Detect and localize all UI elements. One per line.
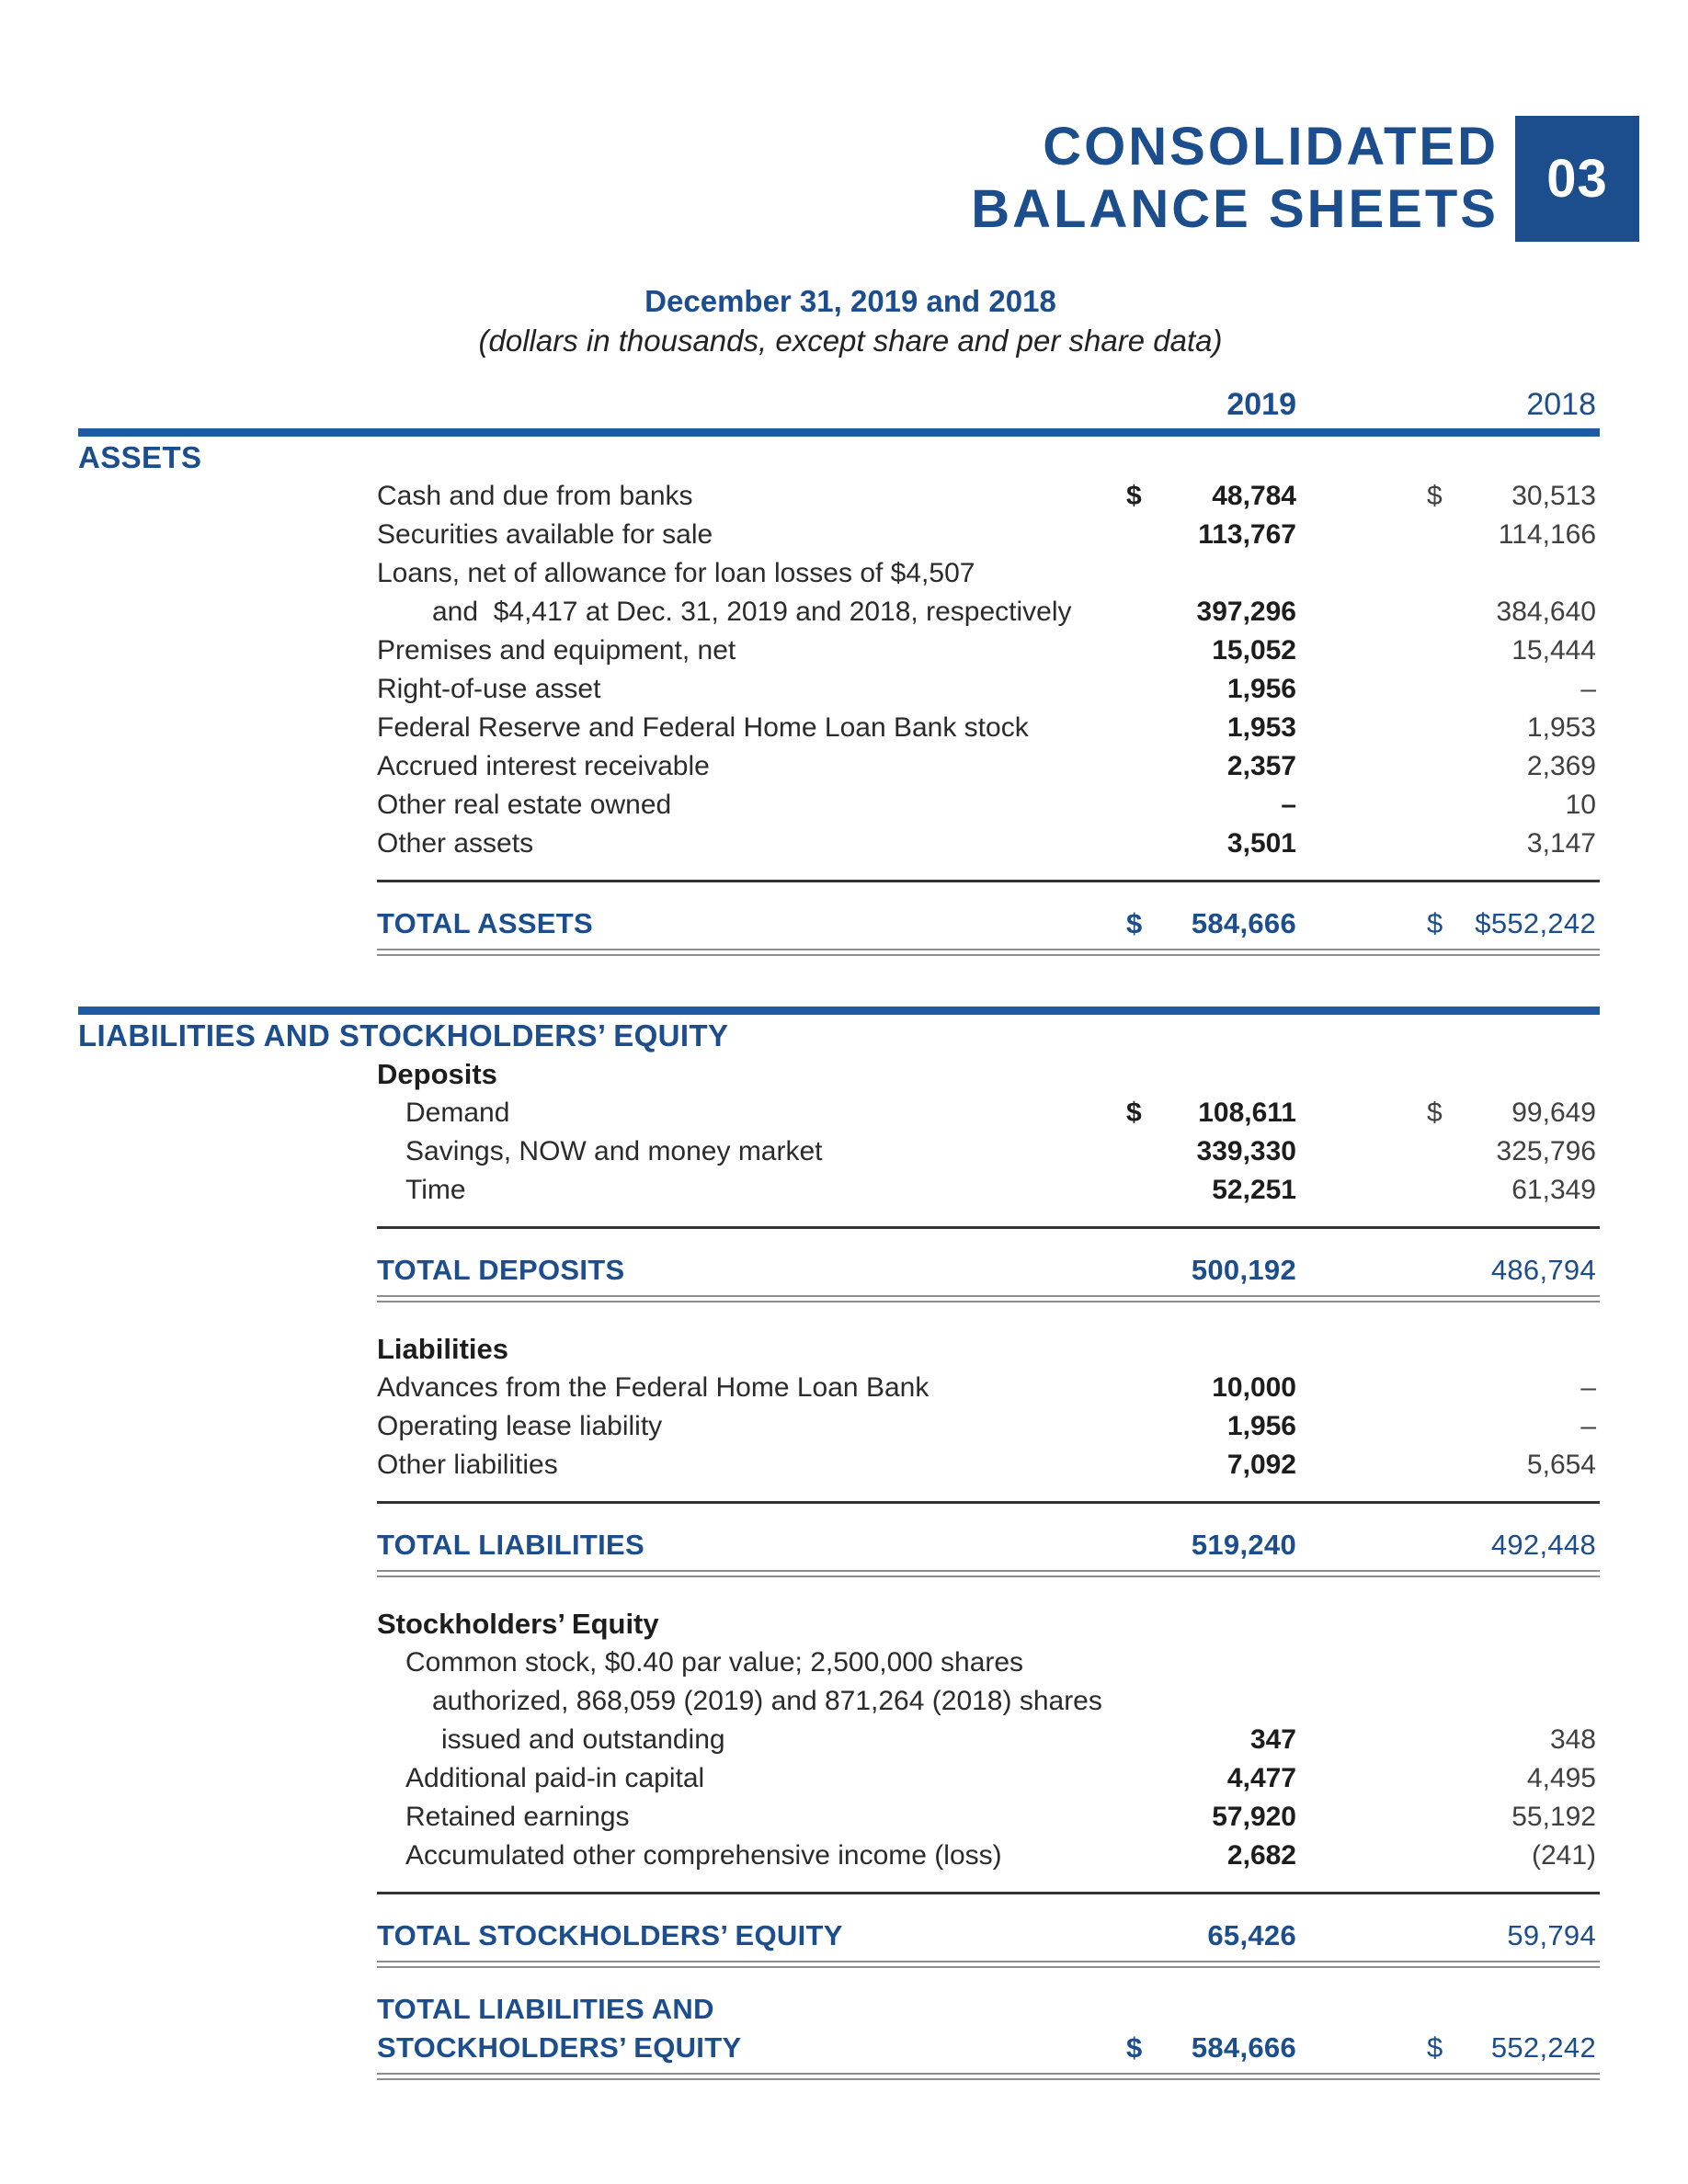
value-2019 xyxy=(1126,1798,1296,1837)
table-row xyxy=(78,1171,1600,1210)
amount: 584,666 xyxy=(1191,2031,1296,2064)
amount: 48,784 xyxy=(1212,481,1296,511)
amount: 52,251 xyxy=(1212,1175,1296,1205)
section-heading: ASSETS xyxy=(78,440,202,474)
amount: 486,794 xyxy=(1490,1254,1596,1286)
value-2019 xyxy=(1126,1917,1296,1955)
chapter-number: 03 xyxy=(1546,149,1608,209)
page-title xyxy=(971,116,1499,241)
row-label: Other real estate owned xyxy=(377,790,672,820)
divider-single xyxy=(377,1501,1600,1504)
value-2019 xyxy=(1126,1446,1296,1484)
amount: 108,611 xyxy=(1198,1098,1296,1128)
value-2018 xyxy=(1427,1094,1596,1132)
subsection-heading: Stockholders’ Equity xyxy=(377,1608,659,1640)
dollar-sign: $ xyxy=(1427,2031,1443,2064)
value-2018 xyxy=(1427,825,1596,863)
dollar-sign: $ xyxy=(1427,907,1443,939)
amount: – xyxy=(1580,674,1596,704)
row-label: STOCKHOLDERS’ EQUITY xyxy=(377,2031,742,2064)
value-2019 xyxy=(1126,709,1296,747)
total-row xyxy=(78,904,1600,943)
amount: 348 xyxy=(1549,1724,1596,1755)
subsection-heading: Deposits xyxy=(377,1058,497,1090)
amount: 3,501 xyxy=(1226,828,1296,859)
dollar-sign: $ xyxy=(1126,2031,1143,2064)
value-2019 xyxy=(1126,1132,1296,1171)
amount: 99,649 xyxy=(1511,1098,1596,1128)
amount: 339,330 xyxy=(1196,1136,1296,1166)
report-date: December 31, 2019 and 2018 xyxy=(644,284,1056,318)
table-row xyxy=(78,516,1600,554)
value-2019 xyxy=(1126,1407,1296,1446)
table-row xyxy=(78,554,1600,631)
column-headers xyxy=(78,386,1600,428)
amount: 397,296 xyxy=(1196,597,1296,627)
value-2018 xyxy=(1427,1446,1596,1484)
row-line xyxy=(78,2029,1600,2067)
divider-double xyxy=(377,1961,1600,1968)
row-line xyxy=(78,477,1600,516)
amount: 30,513 xyxy=(1511,481,1596,511)
row-label: Time xyxy=(405,1175,466,1205)
row-line xyxy=(78,1132,1600,1171)
value-2019 xyxy=(1126,1369,1296,1407)
row-label: Retained earnings xyxy=(405,1802,630,1832)
header-rule xyxy=(78,428,1600,437)
total-row xyxy=(78,1990,1600,2067)
value-2018 xyxy=(1427,1917,1596,1955)
amount: 1,956 xyxy=(1226,674,1296,704)
value-2019 xyxy=(1126,593,1296,631)
row-line xyxy=(78,1407,1600,1446)
table-row xyxy=(78,825,1600,863)
value-2019 xyxy=(1126,1837,1296,1875)
value-2018 xyxy=(1427,2029,1596,2067)
row-label: Federal Reserve and Federal Home Loan Bank stock xyxy=(377,712,1029,743)
row-line xyxy=(78,825,1600,863)
statement-table xyxy=(78,386,1600,2080)
table-row xyxy=(78,1369,1600,1407)
amount: 2,369 xyxy=(1526,751,1596,781)
amount: 500,192 xyxy=(1191,1254,1296,1286)
row-label: Demand xyxy=(405,1098,510,1128)
amount: 2,357 xyxy=(1226,751,1296,781)
amount: 492,448 xyxy=(1490,1529,1596,1561)
row-line xyxy=(78,554,1600,593)
amount: 65,426 xyxy=(1207,1919,1296,1951)
table-row xyxy=(78,670,1600,709)
amount: 1,953 xyxy=(1226,712,1296,743)
value-2019 xyxy=(1126,825,1296,863)
amount: 519,240 xyxy=(1191,1529,1296,1561)
amount: 10 xyxy=(1565,790,1596,820)
divider-double xyxy=(377,1295,1600,1302)
value-2019 xyxy=(1126,1721,1296,1759)
row-line xyxy=(78,1171,1600,1210)
value-2018 xyxy=(1427,1171,1596,1210)
value-2018 xyxy=(1427,1526,1596,1564)
amount: 57,920 xyxy=(1212,1802,1296,1832)
value-2018 xyxy=(1427,709,1596,747)
column-header-2018: 2018 xyxy=(1526,387,1596,422)
row-line xyxy=(78,631,1600,670)
row-label: Cash and due from banks xyxy=(377,481,693,511)
divider-double xyxy=(377,2073,1600,2080)
divider-double xyxy=(377,1570,1600,1577)
value-2018 xyxy=(1427,1798,1596,1837)
value-2019 xyxy=(1126,631,1296,670)
amount: 347 xyxy=(1249,1724,1296,1755)
total-row xyxy=(78,1526,1600,1564)
value-2018 xyxy=(1427,1369,1596,1407)
row-label: authorized, 868,059 (2019) and 871,264 (2018) shares xyxy=(432,1686,1102,1716)
value-2018 xyxy=(1427,593,1596,631)
value-2018 xyxy=(1427,1407,1596,1446)
value-2018 xyxy=(1427,1251,1596,1290)
dollar-sign: $ xyxy=(1126,1098,1142,1128)
amount: (241) xyxy=(1531,1840,1596,1871)
row-label: Other liabilities xyxy=(377,1450,558,1480)
amount: 3,147 xyxy=(1526,828,1596,859)
table-row xyxy=(78,477,1600,516)
table-row xyxy=(78,1837,1600,1875)
row-line xyxy=(78,670,1600,709)
row-line xyxy=(78,593,1600,631)
value-2019 xyxy=(1126,1094,1296,1132)
row-line xyxy=(78,1526,1600,1564)
value-2019 xyxy=(1126,2029,1296,2067)
amount: 7,092 xyxy=(1226,1450,1296,1480)
value-2018 xyxy=(1427,631,1596,670)
row-label: and $4,417 at Dec. 31, 2019 and 2018, respectively xyxy=(432,597,1072,627)
value-2019 xyxy=(1126,786,1296,825)
value-2018 xyxy=(1427,1721,1596,1759)
section-heading: LIABILITIES AND STOCKHOLDERS’ EQUITY xyxy=(78,1018,729,1052)
amount: 4,477 xyxy=(1226,1763,1296,1793)
value-2018 xyxy=(1427,747,1596,786)
value-2018 xyxy=(1427,1759,1596,1798)
column-header-2019: 2019 xyxy=(1226,387,1296,422)
divider-single xyxy=(377,1892,1600,1894)
value-2019 xyxy=(1126,477,1296,516)
amount: 114,166 xyxy=(1498,519,1596,550)
row-line xyxy=(78,1837,1600,1875)
table-row xyxy=(78,1132,1600,1171)
amount: 552,242 xyxy=(1490,2031,1596,2064)
dollar-sign: $ xyxy=(1427,1098,1443,1128)
value-2019 xyxy=(1126,1526,1296,1564)
dollar-sign: $ xyxy=(1126,481,1142,511)
chapter-number-badge xyxy=(1515,116,1639,242)
value-2019 xyxy=(1126,1171,1296,1210)
total-row xyxy=(78,1917,1600,1955)
row-line xyxy=(78,1251,1600,1290)
row-line xyxy=(78,1990,1600,2029)
divider-single xyxy=(377,880,1600,882)
amount: 59,794 xyxy=(1507,1919,1596,1951)
value-2018 xyxy=(1427,786,1596,825)
amount: 15,052 xyxy=(1212,635,1296,665)
value-2019 xyxy=(1126,747,1296,786)
total-row xyxy=(78,1251,1600,1290)
divider-single xyxy=(377,1226,1600,1229)
amount: 15,444 xyxy=(1511,635,1596,665)
row-line xyxy=(78,1369,1600,1407)
divider-thick xyxy=(78,1007,1600,1015)
dollar-sign: $ xyxy=(1126,907,1143,939)
page-title-line2: BALANCE SHEETS xyxy=(971,179,1499,239)
row-line xyxy=(78,1759,1600,1798)
table-row xyxy=(78,1644,1600,1759)
row-line xyxy=(78,747,1600,786)
amount: 325,796 xyxy=(1496,1136,1596,1166)
row-label: TOTAL LIABILITIES xyxy=(377,1529,644,1561)
amount: $552,242 xyxy=(1475,907,1596,939)
amount: 113,767 xyxy=(1198,519,1296,550)
amount: 2,682 xyxy=(1226,1840,1296,1871)
value-2018 xyxy=(1427,1132,1596,1171)
divider-double xyxy=(377,949,1600,956)
table-row xyxy=(78,709,1600,747)
table-row xyxy=(78,747,1600,786)
row-label: Savings, NOW and money market xyxy=(405,1136,823,1166)
value-2018 xyxy=(1427,516,1596,554)
page-title-line1: CONSOLIDATED xyxy=(1043,117,1499,176)
value-2019 xyxy=(1126,1251,1296,1290)
value-2018 xyxy=(1427,1837,1596,1875)
row-label: TOTAL STOCKHOLDERS’ EQUITY xyxy=(377,1919,843,1951)
row-label: TOTAL ASSETS xyxy=(377,907,593,939)
table-row xyxy=(78,1798,1600,1837)
row-label: Premises and equipment, net xyxy=(377,635,736,665)
row-line xyxy=(78,786,1600,825)
row-line xyxy=(78,904,1600,943)
amount: 584,666 xyxy=(1191,907,1296,939)
amount: – xyxy=(1580,1372,1596,1403)
row-line xyxy=(78,1094,1600,1132)
row-label: Advances from the Federal Home Loan Bank xyxy=(377,1372,930,1403)
row-label: Accumulated other comprehensive income (loss) xyxy=(405,1840,1002,1871)
row-label: Accrued interest receivable xyxy=(377,751,710,781)
amount: 10,000 xyxy=(1212,1372,1296,1403)
row-line xyxy=(78,1644,1600,1682)
amount: 55,192 xyxy=(1511,1802,1596,1832)
units-note: (dollars in thousands, except share and per share data) xyxy=(478,324,1223,358)
amount: 5,654 xyxy=(1526,1450,1596,1480)
table-row xyxy=(78,631,1600,670)
row-line xyxy=(78,1721,1600,1759)
value-2018 xyxy=(1427,904,1596,943)
table-row xyxy=(78,1094,1600,1132)
value-2018 xyxy=(1427,670,1596,709)
row-line xyxy=(78,1917,1600,1955)
amount: 384,640 xyxy=(1496,597,1596,627)
amount: – xyxy=(1580,1411,1596,1441)
table-row xyxy=(78,1759,1600,1798)
amount: 1,953 xyxy=(1526,712,1596,743)
table-row xyxy=(78,1407,1600,1446)
amount: – xyxy=(1281,790,1296,820)
subsection-heading: Liabilities xyxy=(377,1333,508,1365)
value-2018 xyxy=(1427,477,1596,516)
row-line xyxy=(78,1682,1600,1721)
row-label: TOTAL LIABILITIES AND xyxy=(377,1993,714,2025)
amount: 4,495 xyxy=(1526,1763,1596,1793)
value-2019 xyxy=(1126,516,1296,554)
value-2019 xyxy=(1126,670,1296,709)
row-label: Other assets xyxy=(377,828,534,859)
row-label: Loans, net of allowance for loan losses of $4,507 xyxy=(377,558,975,588)
row-line xyxy=(78,1798,1600,1837)
row-label: Common stock, $0.40 par value; 2,500,000 shares xyxy=(405,1647,1024,1678)
row-label: TOTAL DEPOSITS xyxy=(377,1254,625,1286)
row-line xyxy=(78,516,1600,554)
row-label: issued and outstanding xyxy=(441,1724,725,1755)
amount: 1,956 xyxy=(1226,1411,1296,1441)
amount: 61,349 xyxy=(1511,1175,1596,1205)
table-row xyxy=(78,1446,1600,1484)
row-label: Right-of-use asset xyxy=(377,674,601,704)
table-row xyxy=(78,786,1600,825)
value-2019 xyxy=(1126,1759,1296,1798)
dollar-sign: $ xyxy=(1427,481,1443,511)
row-line xyxy=(78,709,1600,747)
value-2019 xyxy=(1126,904,1296,943)
statement-body xyxy=(78,438,1600,2080)
row-line xyxy=(78,1446,1600,1484)
row-label: Operating lease liability xyxy=(377,1411,663,1441)
row-label: Additional paid-in capital xyxy=(405,1763,705,1793)
row-label: Securities available for sale xyxy=(377,519,713,550)
